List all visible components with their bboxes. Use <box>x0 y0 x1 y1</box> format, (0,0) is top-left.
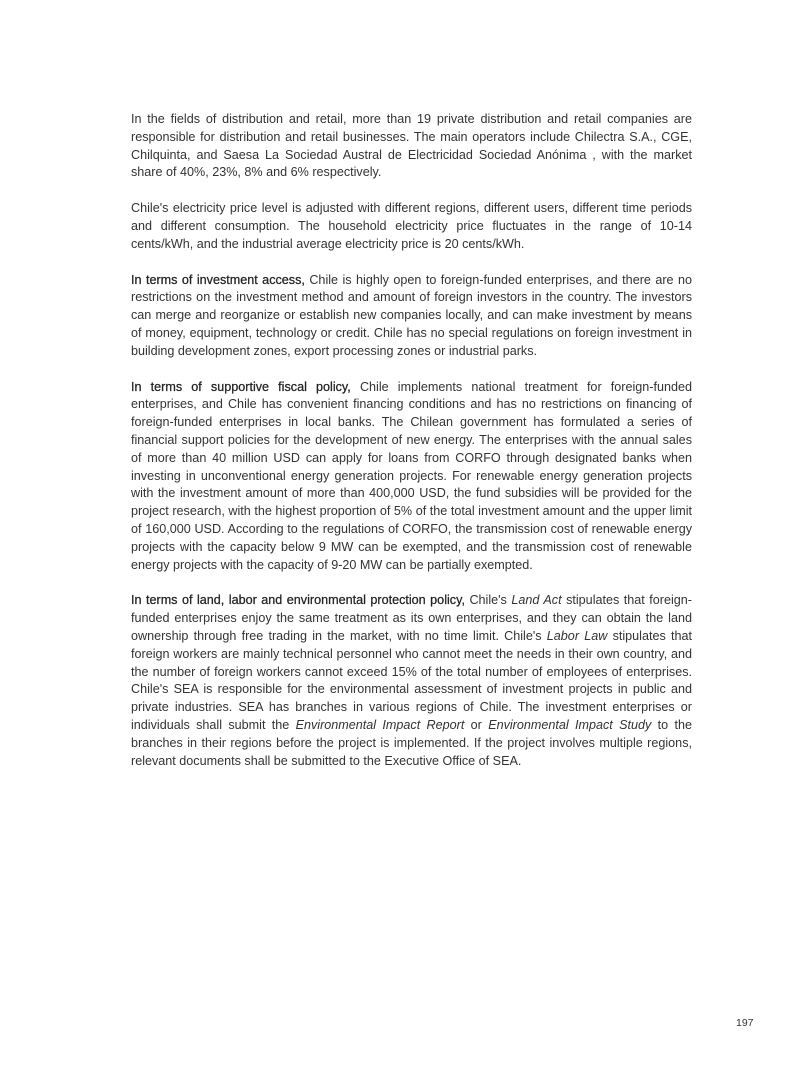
body-text <box>131 111 692 788</box>
paragraph-fiscal-policy <box>131 379 692 575</box>
law-title-labor-law: Labor Law <box>546 628 608 643</box>
paragraph-text: Chile is highly open to foreign-funded enterprises, and there are no restrictions on the investment method and amount of foreign investors in the country. The investors can merge and reorganize or establish new companies locally, and can make investment by means of money, equipment, technology or credit. Chile has no special regulations on foreign investment in building development zones, export processing zones or industrial parks. <box>131 272 693 358</box>
paragraph-text: Chile implements national treatment for foreign-funded enterprises, and Chile has convenient financing conditions and has no restrictions on financing of foreign-funded enterprises in local banks. The Chilean government has formulated a series of financial support policies for the development of new energy. The enterprises with the annual sales of more than 40 million USD can apply for loans from CORFO through designated banks when investing in unconventional energy generation projects. For renewable energy generation projects with the investment amount of more than 400,000 USD, the fund subsidies will be provided for the project research, with the highest proportion of 5% of the total investment amount and the upper limit of 160,000 USD. According to the regulations of CORFO, the transmission cost of renewable energy projects with the capacity below 9 MW can be exempted, and the transmission cost of renewable energy projects with the capacity of 9-20 MW can be partially exempted. <box>131 379 693 572</box>
paragraph-land-labor-environment <box>131 592 692 770</box>
paragraph-distribution-retail <box>131 111 692 182</box>
paragraph-text: or <box>464 717 489 732</box>
paragraph-lead: In terms of investment access, <box>131 272 305 287</box>
paragraph-text: stipulates that foreign workers are mainly technical personnel who cannot meet the needs in their own country, and the number of foreign workers cannot exceed 15% of the total number of employees of enterprises. Chile's SEA is responsible for the environmental assessment of investment projects in public and private industries. SEA has branches in various regions of Chile. The investment enterprises or individuals shall submit the <box>131 628 693 732</box>
paragraph-text: to the branches in their regions before the project is implemented. If the project involves multiple regions, relevant documents shall be submitted to the Executive Office of SEA. <box>131 717 692 768</box>
paragraph-electricity-price <box>131 200 692 253</box>
paragraph-lead: In terms of supportive fiscal policy, <box>131 379 351 394</box>
document-title-impact-report: Environmental Impact Report <box>295 717 465 732</box>
paragraph-text: Chile's <box>464 593 512 608</box>
page-number: 197 <box>736 1017 754 1029</box>
document-title-impact-study: Environmental Impact Study <box>488 717 652 732</box>
paragraph-text: Chile's electricity price level is adjusted with different regions, different users, different time periods and different consumption. The household electricity price fluctuates in the range of 10-14 cents/kWh, and the industrial average electricity price is 20 cents/kWh. <box>131 201 692 251</box>
paragraph-investment-access <box>131 272 692 361</box>
paragraph-text: In the fields of distribution and retail, more than 19 private distribution and retail companies are responsible for distribution and retail businesses. The main operators include Chilectra S.A., CGE, Chilquinta, and Saesa La Sociedad Austral de Electricidad Sociedad Anónima , with the market share of 40%, 23%, 8% and 6% respectively. <box>131 112 692 180</box>
paragraph-text: stipulates that foreign-funded enterprises enjoy the same treatment as its own enterprises, and they can obtain the land ownership through free trading in the market, with no time limit. Chile's <box>131 593 692 643</box>
paragraph-lead: In terms of land, labor and environmental protection policy, <box>131 593 465 608</box>
law-title-land-act: Land Act <box>511 593 562 608</box>
